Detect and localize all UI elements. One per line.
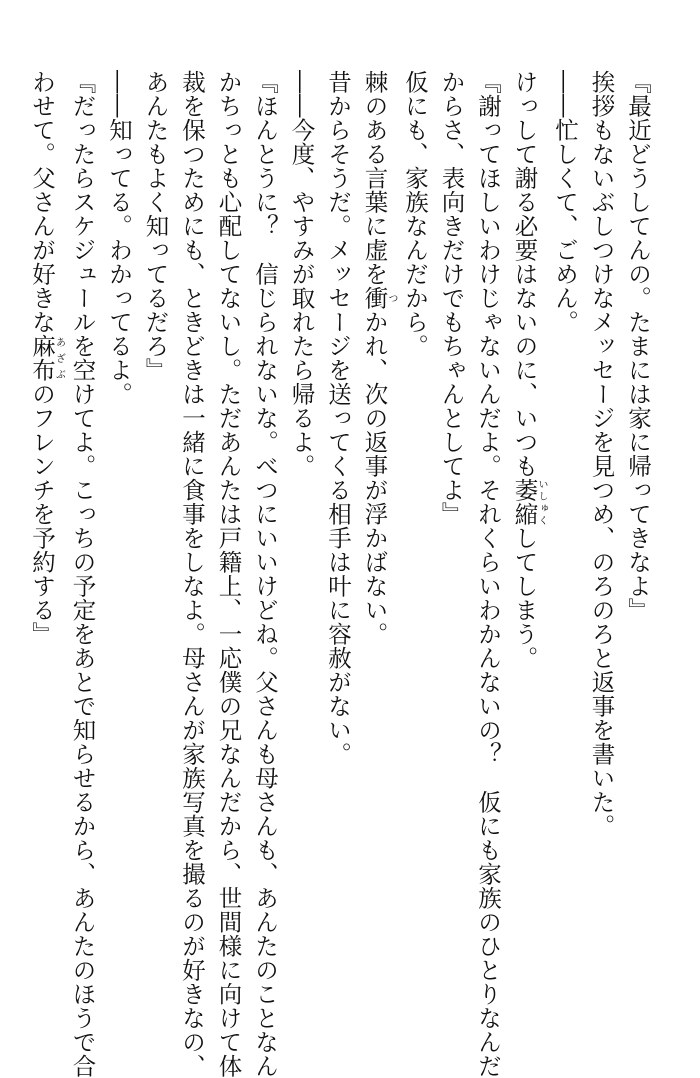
ruby-azabu bbox=[28, 334, 65, 382]
line-text: 昔からそうだ。メッセージを送ってくる相手は叶に容赦がない。 bbox=[324, 70, 352, 766]
line-text: あんたもよく知ってるだろ』 bbox=[141, 70, 170, 382]
line-text: かれ、次の返事が浮かばない。 bbox=[360, 310, 389, 646]
ruby-base: 萎縮 bbox=[510, 478, 539, 526]
line-text: のフレンチを予約する』 bbox=[28, 382, 56, 646]
text-line-12 bbox=[210, 70, 247, 1078]
text-line-7 bbox=[397, 70, 434, 970]
text-line-16 bbox=[64, 70, 101, 1078]
line-text: してしまう。 bbox=[510, 526, 539, 670]
text-line-10 bbox=[283, 70, 320, 970]
line-text: 挨拶もないぶしつけなメッセージを見つめ、のろのろと返事を書いた。 bbox=[587, 70, 616, 838]
ruby-tsuka bbox=[360, 286, 397, 310]
ruby-base: 麻布 bbox=[28, 334, 56, 382]
line-text: ――知ってる。わかってるよ。 bbox=[105, 70, 133, 406]
ruby-base: 衝 bbox=[360, 286, 389, 310]
text-line-5 bbox=[470, 70, 507, 1078]
line-text: けっして謝る必要はないのに、いつも bbox=[510, 70, 539, 478]
text-line-1 bbox=[620, 70, 657, 970]
text-line-2 bbox=[583, 70, 620, 970]
line-text: わせて。父さんが好きな bbox=[28, 70, 56, 334]
text-line-17 bbox=[24, 70, 65, 970]
line-text: からさ、表向きだけでもちゃんとしてよ』 bbox=[437, 70, 466, 526]
text-line-9 bbox=[320, 70, 357, 970]
ruby-reading: いしゅく bbox=[536, 478, 547, 526]
line-text: 棘のある言葉に虚を bbox=[360, 70, 389, 286]
ruby-reading: あざぶ bbox=[53, 334, 65, 382]
text-line-6 bbox=[433, 70, 470, 970]
line-text: 『謝ってほしいわけじゃないんだよ。それくらいわかんないの？ 仮にも家族のひとりなんだ bbox=[474, 70, 502, 1078]
line-text: 裁を保つためにも、ときどきは一緒に食事をしなよ。母さんが家族写真を撮るのが好きなの、 bbox=[178, 70, 206, 1078]
line-text: 『最近どうしてんの。たまには家に帰ってきなよ』 bbox=[624, 70, 652, 622]
text-line-3 bbox=[547, 70, 584, 970]
text-line-14 bbox=[137, 70, 174, 970]
vertical-text-body bbox=[28, 70, 656, 1078]
text-line-8 bbox=[356, 70, 397, 970]
line-text: 『だったらスケジュールを空けてよ。こっちの予定をあとで知らせるから、あんたのほうで合 bbox=[68, 70, 97, 1078]
line-text: 仮にも、家族なんだから。 bbox=[401, 70, 429, 358]
text-line-4 bbox=[506, 70, 547, 970]
text-line-15 bbox=[101, 70, 138, 970]
ruby-ishuku bbox=[510, 478, 547, 526]
text-line-11 bbox=[247, 70, 284, 1078]
line-text: ――今度、やすみが取れたら帰るよ。 bbox=[287, 70, 316, 478]
line-text: かちっとも心配してないし。ただあんたは戸籍上、一応僕の兄なんだから、世間様に向けて体 bbox=[214, 70, 243, 1078]
line-text: 『ほんとうに？ 信じられないな。べつにいいけどね。父さんも母さんも、あんたのことなん bbox=[251, 70, 279, 1078]
ruby-reading: つ bbox=[386, 286, 397, 310]
text-line-13 bbox=[174, 70, 211, 1078]
line-text: ――忙しくて、ごめん。 bbox=[551, 70, 579, 334]
